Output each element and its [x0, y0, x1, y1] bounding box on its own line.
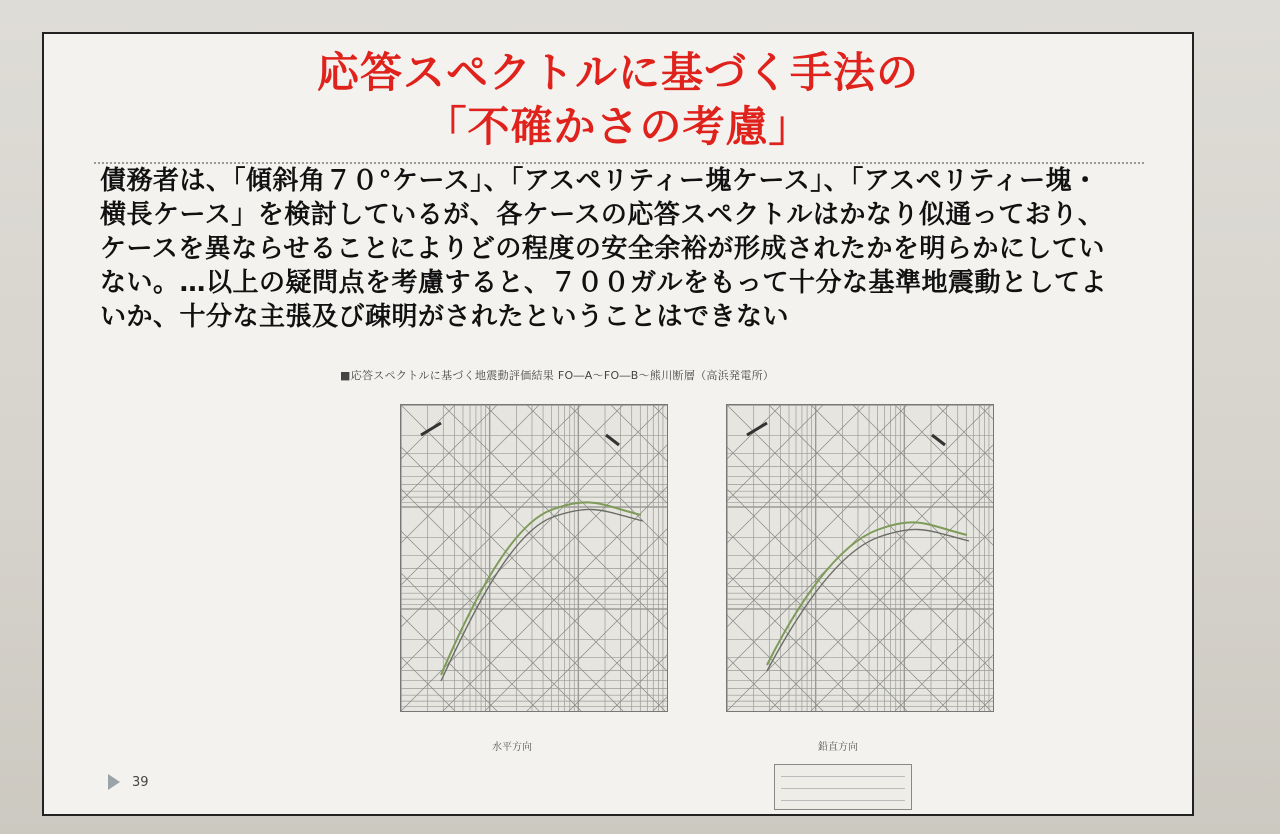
chart-right-direction-label: 鉛直方向 [818, 742, 858, 753]
legend-row [781, 792, 905, 801]
legend-row [781, 768, 905, 777]
tripartite-chart-vertical-graphic [727, 405, 993, 711]
legend-row [781, 780, 905, 789]
play-icon[interactable] [108, 774, 120, 790]
tripartite-chart-horizontal-graphic [401, 405, 667, 711]
chart-caption: ■応答スペクトルに基づく地震動評価結果 FO―A～FO―B～熊川断層（高浜発電所） [340, 369, 775, 382]
page-number: 39 [132, 774, 149, 790]
chart-legend [774, 764, 912, 810]
tripartite-chart-horizontal [400, 404, 668, 712]
slide-footer [108, 774, 149, 790]
slide [42, 32, 1194, 816]
chart-left-direction-label: 水平方向 [492, 742, 532, 753]
slide-body-text: 債務者は、「傾斜角７０°ケース」、「アスペリティー塊ケース」、「アスペリティー塊・横長ケース」を検討しているが、各ケースの応答スペクトルはかなり似通っており、ケースを異ならせることによりどの程度の安全余裕が形成されたかを明らかにしていない。…以上の疑問点を考慮すると、７００ガルをもって十分な基準地震動としてよいか、十分な主張及び疎明がされたということはできない [100, 166, 1108, 332]
slide-title-line1: 応答スペクトルに基づく手法の [316, 48, 919, 97]
slide-title-line2: 「不確かさの考慮」 [424, 102, 812, 151]
tripartite-chart-vertical [726, 404, 994, 712]
